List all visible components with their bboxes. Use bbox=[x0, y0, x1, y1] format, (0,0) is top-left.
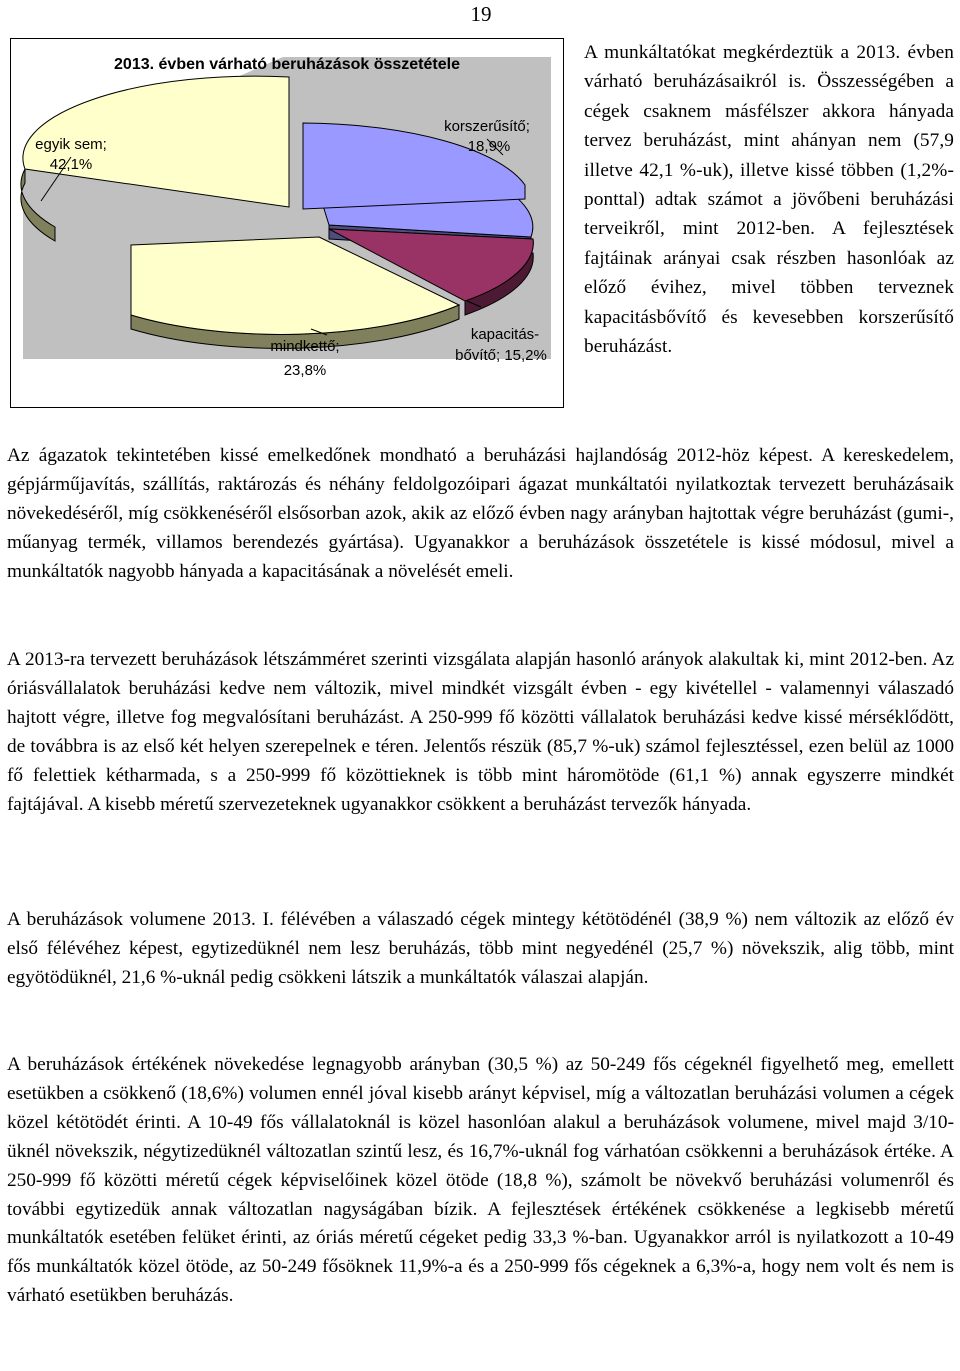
label-mindketto-value: 23,8% bbox=[283, 362, 327, 379]
page-number: 19 bbox=[470, 2, 492, 26]
label-egyik-sem-name: egyik sem; bbox=[35, 136, 107, 153]
chart-title: 2013. évben várható beruházások összetétele bbox=[114, 56, 460, 73]
side-paragraph: A munkáltatókat megkérdeztük a 2013. évben várható beruházásaikról is. Összességében a cégek csaknem másfélszer akkora hányada tervez beruházást, mint ahányan nem (57,9 illetve 42,1 %-uk), illetve kissé többen (1,2%-ponttal) adtak számot a jövőbeni beruházási terveikről, mint 2012-ben. A fejlesztések fajtáinak arányai csak részben hasonlóak az előző évihez, mivel többen terveznek kapacitásbővítő és kevesebben korszerűsítő beruházást. bbox=[584, 42, 954, 358]
label-korszerusito-value: 18,9% bbox=[467, 138, 511, 155]
label-kapacitasbovito-value: bővítő; 15,2% bbox=[455, 347, 547, 364]
body-paragraph-1: Az ágazatok tekintetében kissé emelkedőnek mondható a beruházási hajlandóság 2012-höz képest. A kereskedelem, gépjárműjavítás, szállítás, raktározás és néhány feldolgozóipari ágazat munkáltatói nyilatkoztak tervezett beruházásaik növekedéséről, míg csökkenéséről elsősorban azok, akik az előző évben nagy arányban hajtottak végre beruházást (gumi-, műanyag termék, villamos berendezés gyártása). Ugyanakkor a beruházások összetétele is kissé módosul, mivel a munkáltatók nagyobb hányada a kapacitásának a növelését emeli. bbox=[7, 445, 954, 582]
body-paragraph-3: A beruházások volumene 2013. I. félévében a válaszadó cégek mintegy kétötödénél (38,9 %) nem változik az előző év első félévéhez képest, egytizedüknél nem lesz beruházás, több mint negyedénél (25,7 %) növekszik, alig több, mint egyötödüknél, 21,6 %-uknál pedig csökkeni látszik a munkáltatók válaszai alapján. bbox=[7, 909, 954, 988]
pie-chart bbox=[11, 39, 563, 407]
body-paragraph-2: A 2013-ra tervezett beruházások létszámméret szerinti vizsgálata alapján hasonló arányok alakultak ki, mint 2012-ben. Az óriásvállalatok beruházási kedve nem változik, mivel mindkét vizsgált évben - egy kivétellel - valamennyi válaszadó hajtott végre, illetve fog megvalósítani beruházást. A 250-999 fő közötti vállalatok beruházási kedve kissé mérséklődött, de továbbra is az első két helyen szerepelnek e téren. Jelentős részük (85,7 %-uk) számol fejlesztéssel, ezen belül az 1000 fő felettiek kétharmada, s a 250-999 fő közöttieknek is több mint háromötöde (61,1 %) annak egyszerre mindkét fajtájával. A kisebb méretű szervezeteknek ugyanakkor csökkent a beruházást tervezők hányada. bbox=[7, 649, 954, 815]
label-kapacitasbovito-name: kapacitás- bbox=[470, 326, 540, 343]
label-mindketto-name: mindkettő; bbox=[270, 338, 340, 355]
body-paragraph-4: A beruházások értékének növekedése legnagyobb arányban (30,5 %) az 50-249 fős cégeknél figyelhető meg, emellett esetükben a csökkenő (18,6%) volumen ennél jóval kisebb arányt képvisel, míg a változatlan beruházási volumen a cégek közel kétötödét érinti. A 10-49 fős vállalatoknál is közel hasonlóan alakul a beruházások volumene, mivel majd 3/10-üknél növekszik, négytizedüknél változatlan szintű lesz, és 16,7%-uknál fog várhatóan csökkenni a beruházások értéke. A 250-999 fő közötti méretű cégek képviselőinek közel ötöde (18,8 %), számolt be növekvő beruházási volumenről és további egytizedük annak változatlan nagyságában bízik. A fejlesztések értékének csökkenése a legkisebb méretű munkáltatók esetében felüket érinti, az óriás méretű cégeket pedig 33,3 %-ban. Ugyanakkor arról is nyilatkozott a 10-49 fős munkáltatók közel ötöde, az 50-249 fősöknek 11,9%-a és a 250-999 fős cégeknek a 6,3%-a, hogy nem volt és nem is várható esetükben beruházás. bbox=[7, 1054, 954, 1307]
pie-chart-figure bbox=[10, 38, 564, 408]
label-korszerusito-name: korszerűsítő; bbox=[444, 118, 530, 135]
label-egyik-sem-value: 42,1% bbox=[49, 156, 93, 173]
